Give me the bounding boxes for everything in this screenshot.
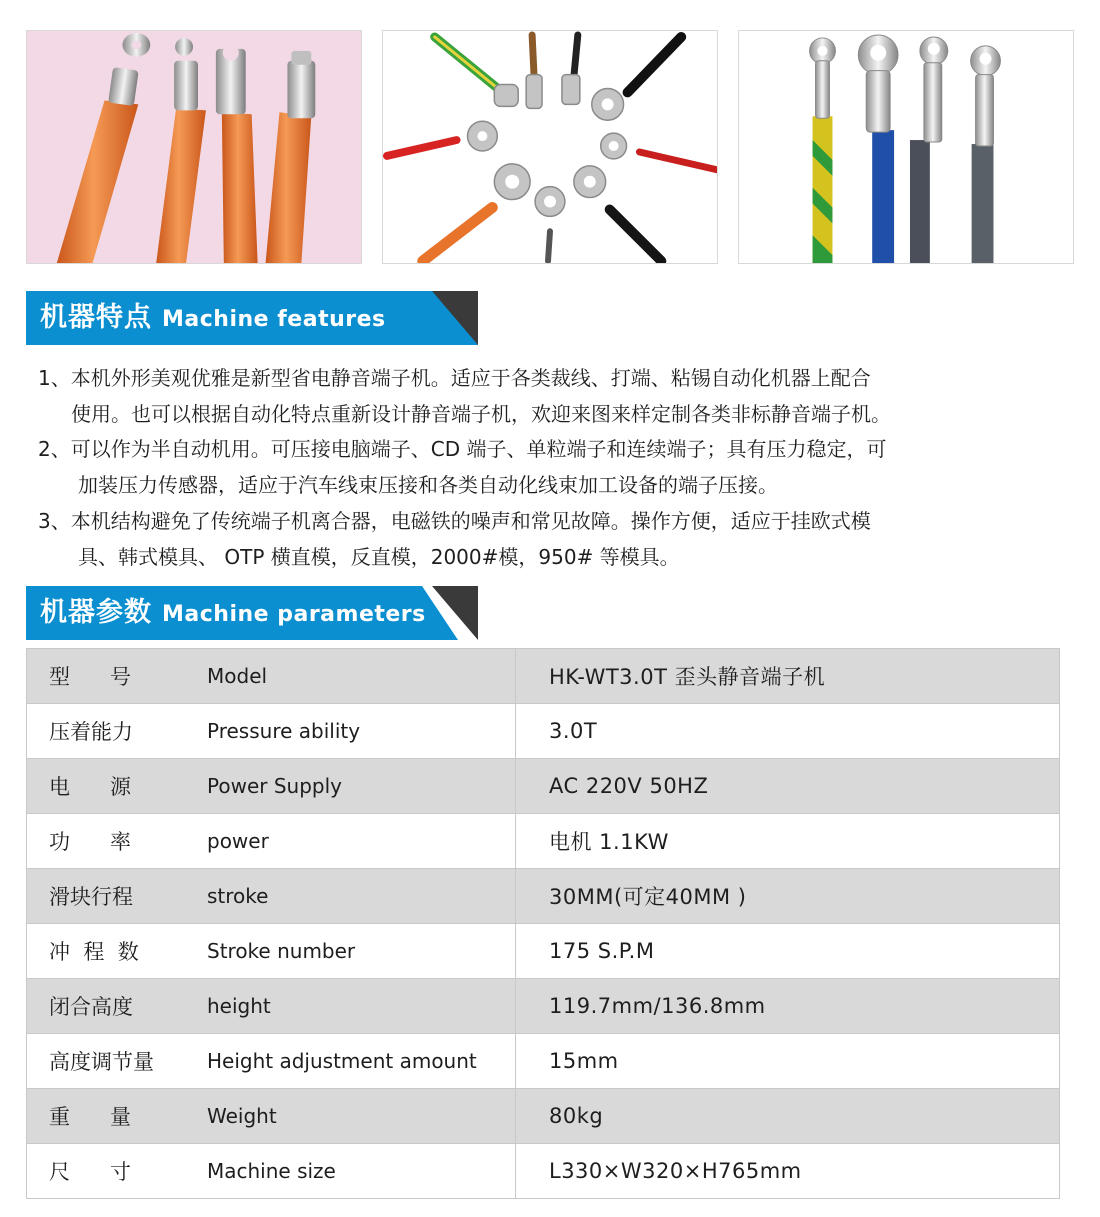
param-label-cn: 重 量 <box>49 1105 132 1129</box>
orange-cable-terminals-photo <box>26 30 362 264</box>
features-title <box>40 291 386 345</box>
table-row <box>27 649 1060 704</box>
param-label-cn: 尺 寸 <box>49 1160 132 1184</box>
feature-line: 3、本机结构避免了传统端子机离合器，电磁铁的噪声和常见故障。操作方便，适应于挂欧式模 <box>38 509 871 533</box>
parameters-section-header <box>26 586 478 640</box>
param-value: 电机 1.1KW <box>516 814 1060 869</box>
param-value: 80kg <box>516 1089 1060 1144</box>
table-row <box>27 1144 1060 1199</box>
feature-line: 2、可以作为半自动机用。可压接电脑端子、CD 端子、单粒端子和连续端子；具有压力稳定，可 <box>38 437 887 461</box>
param-label-en: height <box>207 994 271 1018</box>
table-row <box>27 869 1060 924</box>
param-label-cn: 功 率 <box>49 830 132 854</box>
param-label-en: Stroke number <box>207 939 356 963</box>
param-label-cell <box>27 814 516 869</box>
parameters-title <box>40 586 426 640</box>
param-label-en: stroke <box>207 884 269 908</box>
param-value: HK-WT3.0T 歪头静音端子机 <box>516 649 1060 704</box>
param-label-cn: 高度调节量 <box>49 1050 154 1074</box>
colored-cable-terminals-circle-photo <box>382 30 718 264</box>
param-label-cell <box>27 1144 516 1199</box>
param-value: 15mm <box>516 1034 1060 1089</box>
param-value: 175 S.P.M <box>516 924 1060 979</box>
param-label-en: Height adjustment amount <box>207 1049 477 1073</box>
features-title-cn: 机器特点 <box>40 302 152 333</box>
parameters-title-cn: 机器参数 <box>40 597 152 628</box>
param-value: 119.7mm/136.8mm <box>516 979 1060 1034</box>
param-label-en: Power Supply <box>207 774 342 798</box>
table-row <box>27 924 1060 979</box>
table-row <box>27 759 1060 814</box>
table-row <box>27 1089 1060 1144</box>
param-value: L330×W320×H765mm <box>516 1144 1060 1199</box>
feature-item-3 <box>38 503 1078 575</box>
feature-line: 加装压力传感器，适应于汽车线束压接和各类自动化线束加工设备的端子压接。 <box>78 473 778 497</box>
feature-line: 使用。也可以根据自动化特点重新设计静音端子机，欢迎来图来样定制各类非标静音端子机。 <box>71 402 891 426</box>
param-label-cell <box>27 649 516 704</box>
table-row <box>27 979 1060 1034</box>
param-label-cn: 型 号 <box>49 665 132 689</box>
param-label-cell <box>27 1089 516 1144</box>
feature-line: 1、本机外形美观优雅是新型省电静音端子机。适应于各类裁线、打端、粘锡自动化机器上配合 <box>38 366 871 390</box>
param-label-cell <box>27 1034 516 1089</box>
table-row <box>27 704 1060 759</box>
param-value: AC 220V 50HZ <box>516 759 1060 814</box>
param-label-cell <box>27 869 516 924</box>
parameters-table <box>26 648 1060 1199</box>
features-title-en: Machine features <box>162 307 386 332</box>
param-label-cell <box>27 704 516 759</box>
param-value: 30MM(可定40MM ) <box>516 869 1060 924</box>
param-label-cell <box>27 979 516 1034</box>
param-label-cell <box>27 924 516 979</box>
feature-item-2 <box>38 431 1078 503</box>
param-label-cn: 电 源 <box>49 775 132 799</box>
parameters-title-en: Machine parameters <box>162 602 426 627</box>
param-label-cn: 滑块行程 <box>49 885 133 909</box>
features-section-header <box>26 291 478 345</box>
table-row <box>27 1034 1060 1089</box>
param-label-cn: 压着能力 <box>49 720 133 744</box>
feature-item-1 <box>38 360 1078 432</box>
table-row <box>27 814 1060 869</box>
param-label-cell <box>27 759 516 814</box>
feature-line: 具、韩式模具、 OTP 横直模，反直模，2000#模，950# 等模具。 <box>78 545 680 569</box>
param-label-cn: 闭合高度 <box>49 995 133 1019</box>
param-label-en: Model <box>207 664 268 688</box>
param-label-en: Machine size <box>207 1159 336 1183</box>
vertical-cable-ring-terminals-photo <box>738 30 1074 264</box>
param-label-cn: 冲 程 数 <box>49 940 139 964</box>
param-label-en: Pressure ability <box>207 719 361 743</box>
param-label-en: Weight <box>207 1104 277 1128</box>
param-value: 3.0T <box>516 704 1060 759</box>
param-label-en: power <box>207 829 269 853</box>
